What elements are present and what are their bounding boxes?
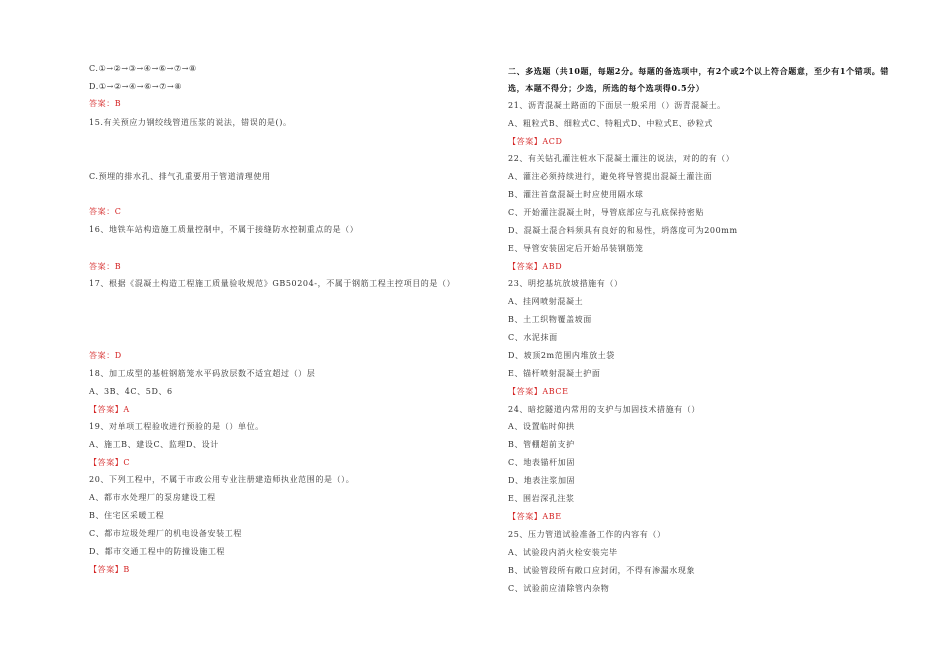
option-line: A、3B、4C、5D、6 xyxy=(89,387,173,396)
option-line: C.①→②→③→④→⑥→⑦→⑧ xyxy=(89,64,197,73)
question-line: 18、加工成型的基桩钢筋笼水平码放层数不适宜超过（）层 xyxy=(89,369,316,378)
option-line: B、管棚超前支护 xyxy=(508,440,575,449)
answer-line: 【答案】C xyxy=(89,458,131,467)
option-line: D、都市交通工程中的防撞设施工程 xyxy=(89,547,226,556)
answer-line: 【答案】ABE xyxy=(508,512,562,521)
option-line: E、围岩深孔注浆 xyxy=(508,494,575,503)
option-line: A、灌注必须持续进行，避免将导管提出混凝土灌注面 xyxy=(508,172,713,181)
option-line: C、试验前应清除管内杂物 xyxy=(508,584,610,593)
option-line: C.预埋的排水孔、排气孔重要用于管道清理使用 xyxy=(89,172,271,181)
option-line: D、混凝土混合料须具有良好的和易性，坍落度可为200mm xyxy=(508,226,738,235)
question-line: 16、地铁车站构造施工质量控制中，不属于接缝防水控制重点的是（） xyxy=(89,225,359,234)
option-line: B、试验管段所有敞口应封闭，不得有渗漏水现象 xyxy=(508,566,696,575)
answer-line: 【答案】B xyxy=(89,565,130,574)
question-line: 17、根据《混凝土构造工程施工质量验收规范》GB50204-，不属于钢筋工程主控项目的是（） xyxy=(89,279,456,288)
section-heading: 二、多选题（共10题，每题2分。每题的备选项中，有2个或2个以上符合题意，至少有1个错项。错选，本题不得分；少选，所选的每个选项得0.5分） xyxy=(508,66,889,93)
question-line: 20、下列工程中，不属于市政公用专业注册建造师执业范围的是（）。 xyxy=(89,475,355,484)
option-line: A、试验段内消火栓安装完毕 xyxy=(508,548,618,557)
answer-line: 答案：C xyxy=(89,207,122,216)
option-line: D、坡顶2m范围内堆放土袋 xyxy=(508,351,615,360)
option-line: A、挂网喷射混凝土 xyxy=(508,297,584,306)
option-line: C、地表锚杆加固 xyxy=(508,458,575,467)
answer-line: 【答案】ABCE xyxy=(508,387,569,396)
answer-line: 【答案】ABD xyxy=(508,262,563,271)
option-line: A、粗粒式B、细粒式C、特粗式D、中粒式E、砂粒式 xyxy=(508,119,714,128)
question-line: 19、对单项工程验收进行预验的是（）单位。 xyxy=(89,422,264,431)
option-line: A、都市水处理厂的泵房建设工程 xyxy=(89,493,216,502)
option-line: D.①→②→④→⑥→⑦→⑧ xyxy=(89,82,183,91)
option-line: D、地表注浆加固 xyxy=(508,476,576,485)
question-line: 23、明挖基坑放坡措施有（） xyxy=(508,279,623,288)
option-line: A、施工B、建设C、监理D、设计 xyxy=(89,440,219,449)
option-line: B、土工织物覆盖坡面 xyxy=(508,315,592,324)
answer-line: 【答案】ACD xyxy=(508,137,563,146)
answer-line: 答案：B xyxy=(89,262,122,271)
question-line: 25、压力管道试验准备工作的内容有（） xyxy=(508,530,666,539)
answer-line: 答案：D xyxy=(89,351,122,360)
option-line: E、导管安装固定后开始吊装钢筋笼 xyxy=(508,244,644,253)
question-line: 24、暗挖隧道内常用的支护与加固技术措施有（） xyxy=(508,405,700,414)
question-line: 22、有关钻孔灌注桩水下混凝土灌注的说法，对的的有（） xyxy=(508,154,735,163)
option-line: B、住宅区采暖工程 xyxy=(89,511,165,520)
option-line: B、灌注首盘混凝土时应使用隔水球 xyxy=(508,190,644,199)
answer-line: 答案：B xyxy=(89,99,122,108)
answer-line: 【答案】A xyxy=(89,405,130,414)
option-line: A、设置临时仰拱 xyxy=(508,422,575,431)
option-line: E、锚杆喷射混凝土护面 xyxy=(508,369,601,378)
option-line: C、开始灌注混凝土时，导管底部应与孔底保持密贴 xyxy=(508,208,704,217)
question-line: 21、沥青混凝土路面的下面层一般采用（）沥青混凝土。 xyxy=(508,101,726,110)
option-line: C、水泥抹面 xyxy=(508,333,558,342)
option-line: C、都市垃圾处理厂的机电设备安装工程 xyxy=(89,529,242,538)
question-line: 15.有关预应力钢绞线管道压浆的说法，错误的是()。 xyxy=(89,118,292,127)
